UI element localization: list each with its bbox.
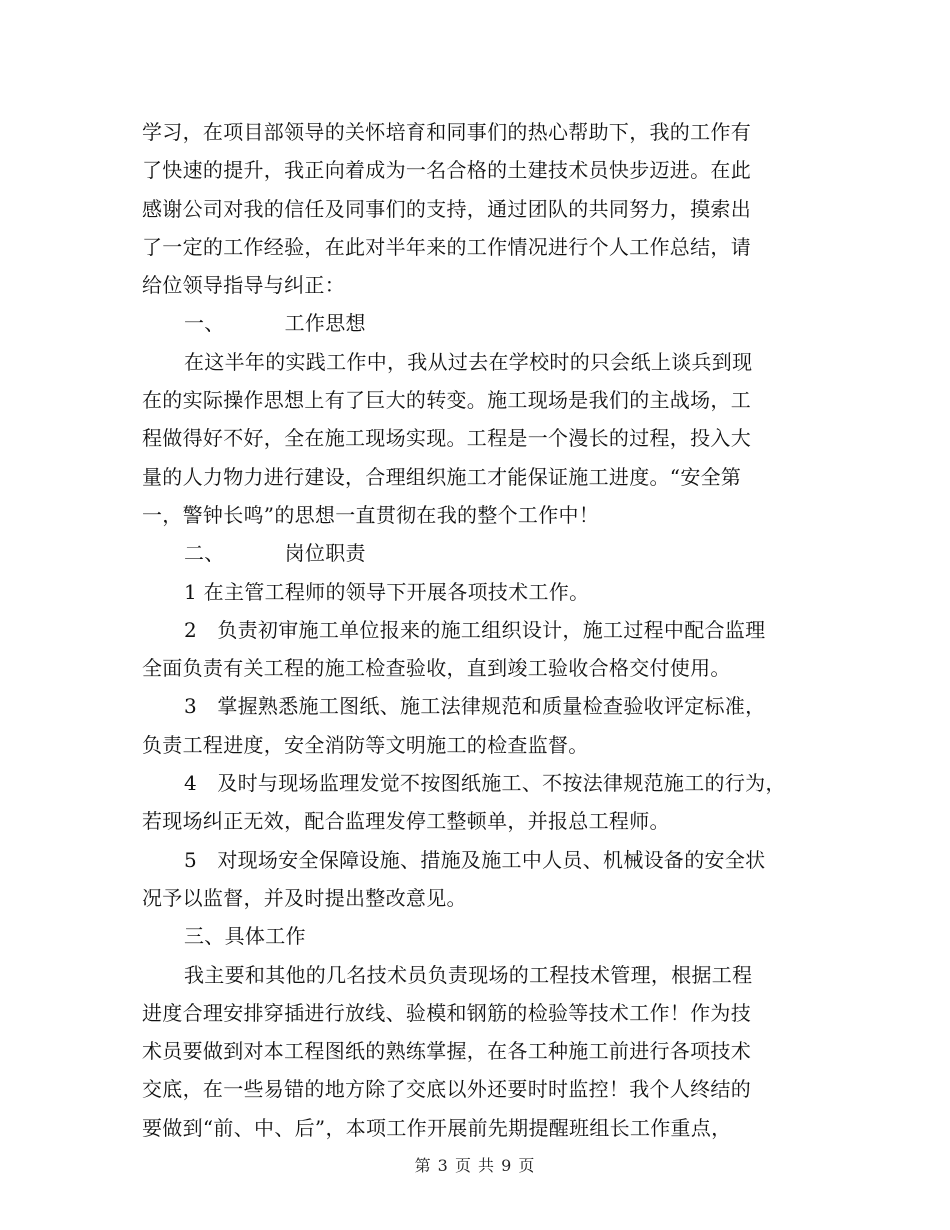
section-heading-3: 三、具体工作	[184, 924, 306, 949]
paragraph-line: 感谢公司对我的信任及同事们的支持，通过团队的共同努力，摸索出	[142, 196, 751, 221]
paragraph-line: 在的实际操作思想上有了巨大的转变。施工现场是我们的主战场，工	[142, 388, 751, 413]
duty-item-2: 2 负责初审施工单位报来的施工组织设计，施工过程中配合监理	[184, 617, 766, 642]
paragraph-line: 进度合理安排穿插进行放线、验模和钢筋的检验等技术工作！作为技	[142, 1000, 751, 1025]
paragraph-line: 了快速的提升，我正向着成为一名合格的土建技术员快步迈进。在此	[142, 158, 751, 183]
duty-item-2-cont: 全面负责有关工程的施工检查验收，直到竣工验收合格交付使用。	[142, 656, 731, 681]
section-title: 工作思想	[284, 311, 366, 336]
duty-item-3-cont: 负责工程进度，安全消防等文明施工的检查监督。	[142, 732, 589, 757]
paragraph-line: 术员要做到对本工程图纸的熟练掌握，在各工种施工前进行各项技术	[142, 1039, 751, 1064]
duty-item-5-cont: 况予以监督，并及时提出整改意见。	[142, 885, 467, 910]
paragraph-line: 量的人力物力进行建设，合理组织施工才能保证施工进度。“安全第	[142, 464, 742, 489]
section-heading-1	[142, 304, 822, 342]
duty-item-1: 1 在主管工程师的领导下开展各项技术工作。	[184, 579, 590, 604]
duty-item-3: 3 掌握熟悉施工图纸、施工法律规范和质量检查验收评定标准，	[184, 694, 766, 719]
paragraph-line: 在这半年的实践工作中，我从过去在学校时的只会纸上谈兵到现	[184, 349, 753, 374]
paragraph-line: 学习，在项目部领导的关怀培育和同事们的热心帮助下，我的工作有	[142, 120, 751, 144]
paragraph-line: 程做得好不好，全在施工现场实现。工程是一个漫长的过程，投入大	[142, 426, 751, 451]
duty-item-4-cont: 若现场纠正无效，配合监理发停工整顿单，并报总工程师。	[142, 809, 670, 834]
paragraph-line: 一，警钟长鸣”的思想一直贯彻在我的整个工作中！	[142, 502, 600, 527]
section-number: 一、	[184, 311, 225, 336]
paragraph-line: 交底，在一些易错的地方除了交底以外还要时时监控！我个人终结的	[142, 1077, 751, 1102]
paragraph-line: 要做到“前、中、后”，本项工作开展前先期提醒班组长工作重点，	[142, 1115, 732, 1140]
page-number-footer: 第 3 页 共 9 页	[414, 1156, 536, 1175]
duty-item-4: 4 及时与现场监理发觉不按图纸施工、不按法律规范施工的行为，	[184, 771, 786, 796]
section-title: 岗位职责	[284, 541, 366, 566]
paragraph-line: 了一定的工作经验，在此对半年来的工作情况进行个人工作总结，请	[142, 234, 751, 259]
document-body	[142, 113, 822, 1147]
duty-item-5: 5 对现场安全保障设施、措施及施工中人员、机械设备的安全状	[184, 847, 766, 872]
section-heading-2	[142, 534, 822, 572]
section-number: 二、	[184, 541, 225, 566]
paragraph-line: 给位领导指导与纠正：	[142, 273, 345, 298]
paragraph-line: 我主要和其他的几名技术员负责现场的工程技术管理，根据工程	[184, 962, 753, 987]
